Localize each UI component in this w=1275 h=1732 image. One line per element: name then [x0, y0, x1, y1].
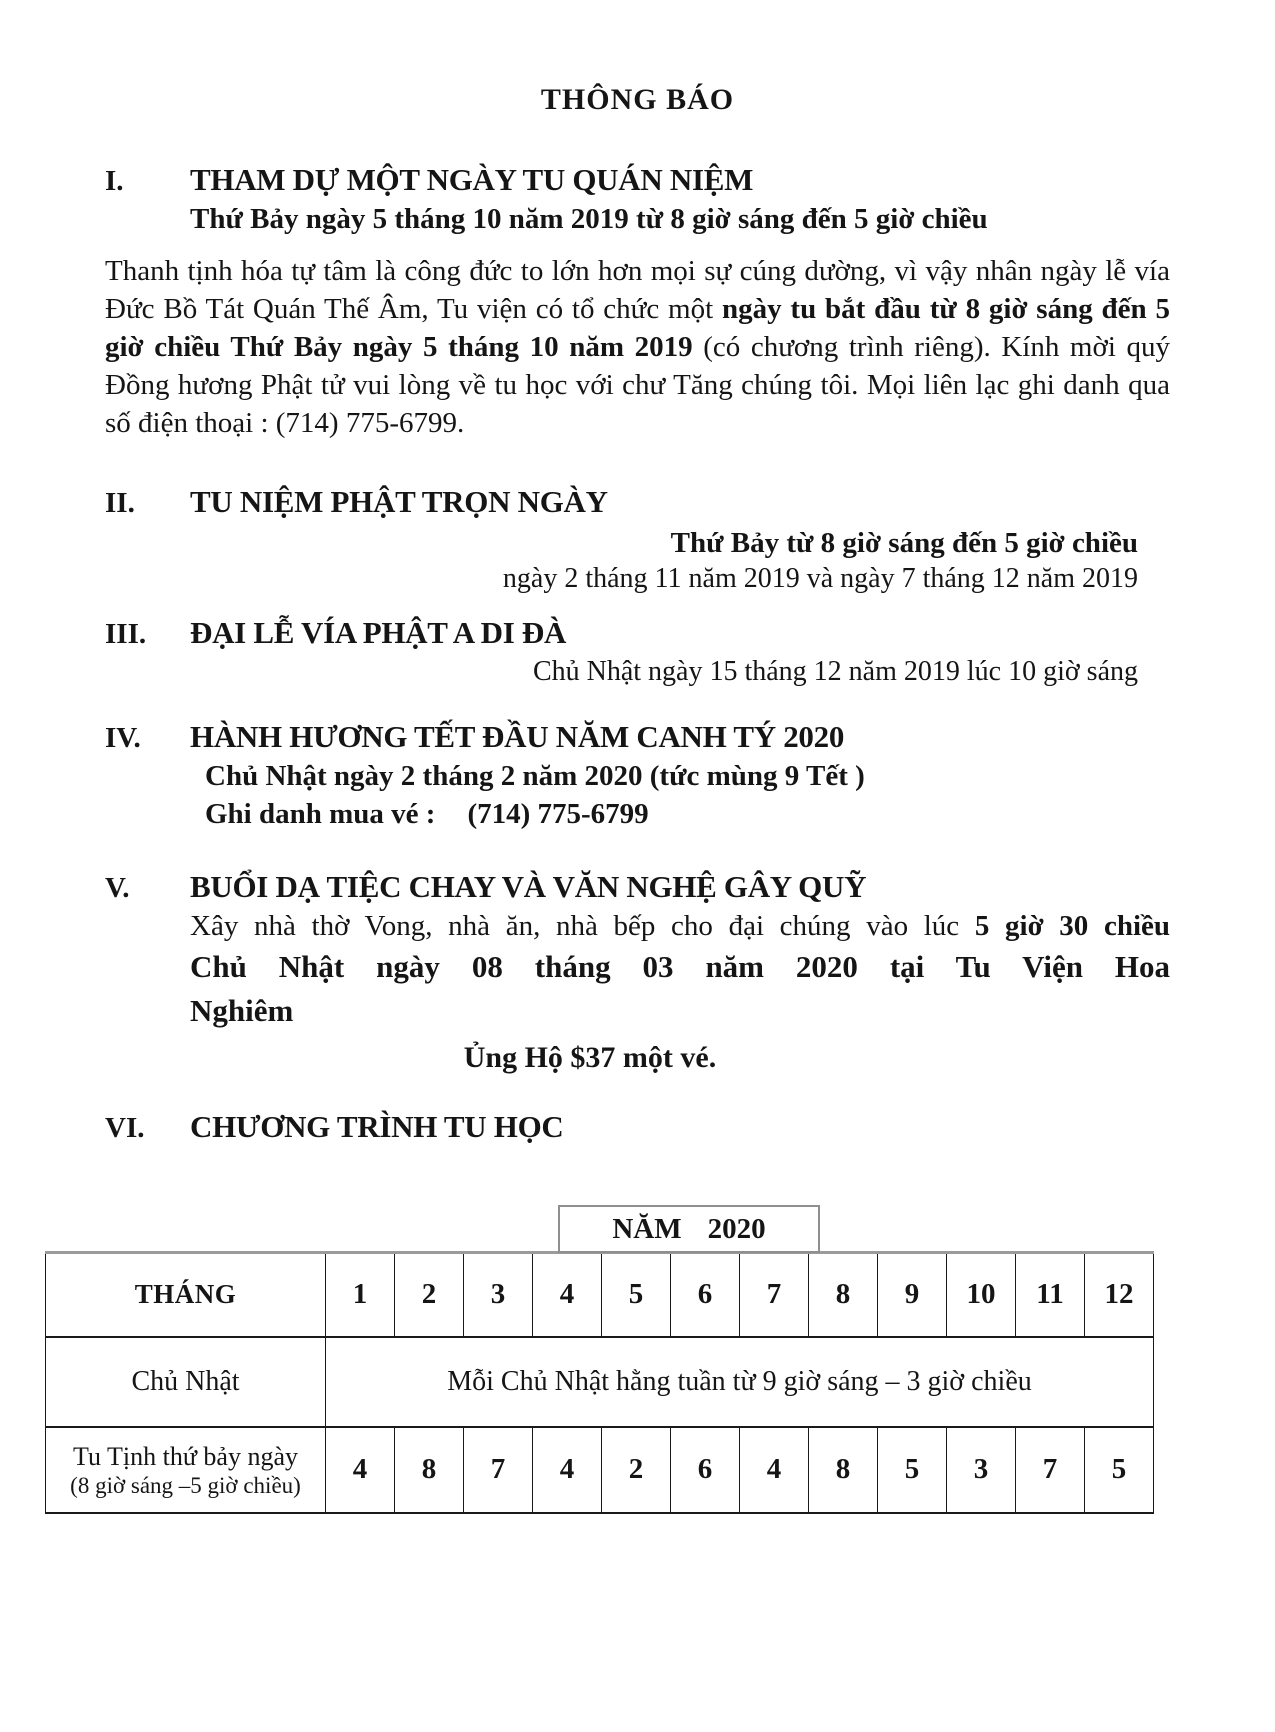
phone-label: Ghi danh mua vé :: [205, 798, 436, 830]
section-6-heading-row: [105, 1107, 1170, 1147]
section-1-title: THAM DỰ MỘT NGÀY TU QUÁN NIỆM: [190, 162, 754, 197]
document-title: THÔNG BÁO: [540, 83, 735, 116]
month-cell: 2: [395, 1253, 464, 1337]
announcement-page: [0, 82, 1275, 1732]
saturday-day-cell: 5: [1085, 1427, 1154, 1513]
section-2-heading-row: [105, 482, 1170, 522]
section-2: [105, 482, 1170, 595]
month-cell: 6: [671, 1253, 740, 1337]
section-6: [105, 1107, 1170, 1147]
section-2-numeral: II.: [105, 487, 135, 519]
section-4-heading-row: [105, 717, 1170, 757]
month-cell: 11: [1016, 1253, 1085, 1337]
section-4-title: HÀNH HƯƠNG TẾT ĐẦU NĂM CANH TÝ 2020: [190, 719, 845, 754]
saturday-day-cell: 4: [533, 1427, 602, 1513]
month-cell: 10: [947, 1253, 1016, 1337]
section-3-heading-row: [105, 613, 1170, 653]
month-cell: 1: [326, 1253, 395, 1337]
month-cell: 9: [878, 1253, 947, 1337]
sunday-schedule-cell: Mỗi Chủ Nhật hằng tuần từ 9 giờ sáng – 3 giờ chiều: [326, 1337, 1154, 1427]
year-box-caption: NĂM: [612, 1212, 682, 1245]
section-5-heading-row: [105, 867, 1170, 907]
schedule-table: [45, 1251, 1154, 1514]
section-2-title: TU NIỆM PHẬT TRỌN NGÀY: [190, 484, 608, 519]
section-1-paragraph: [105, 252, 1170, 442]
saturday-day-cell: 2: [602, 1427, 671, 1513]
saturday-day-cell: 7: [464, 1427, 533, 1513]
saturday-day-cell: 5: [878, 1427, 947, 1513]
section-2-dates-line: ngày 2 tháng 11 năm 2019 và ngày 7 tháng 12 năm 2019: [502, 563, 1138, 594]
month-header-row: [46, 1253, 1154, 1337]
section-1-heading-row: [105, 160, 1170, 200]
phone-number: (714) 775-6799: [467, 798, 649, 830]
saturday-label-line-2: (8 giờ sáng –5 giờ chiều): [70, 1472, 301, 1498]
saturday-day-cell: 6: [671, 1427, 740, 1513]
section-5-title: BUỔI DẠ TIỆC CHAY VÀ VĂN NGHỆ GÂY QUỸ: [190, 869, 867, 904]
paragraph-run-1: Thanh tịnh hóa tự tâm là công đức to lớn hơn mọi sự cúng dường, vì vậy nhân ngày lễ vía Đức Bồ Tát Quán Thế Âm, Tu viện có tổ chức một: [105, 255, 1170, 325]
saturday-day-cell: 4: [740, 1427, 809, 1513]
sunday-label-cell: Chủ Nhật: [46, 1337, 326, 1427]
section-1-numeral: I.: [105, 165, 124, 197]
year-box-year: 2020: [707, 1212, 766, 1245]
section-4: [105, 717, 1170, 833]
month-cell: 8: [809, 1253, 878, 1337]
saturday-day-cell: 3: [947, 1427, 1016, 1513]
section-6-title: CHƯƠNG TRÌNH TU HỌC: [190, 1109, 564, 1144]
section-4-date-line: Chủ Nhật ngày 2 tháng 2 năm 2020 (tức mùng 9 Tết ): [205, 760, 865, 792]
saturday-label-cell: [46, 1427, 326, 1513]
year-box: [558, 1205, 820, 1253]
section-5-purpose-line: [190, 907, 1170, 945]
page-content: [0, 82, 1275, 1147]
section-5-donation-line: Ủng Hộ $37 một vé.: [463, 1041, 717, 1074]
month-cell: 5: [602, 1253, 671, 1337]
saturday-label-line-1: Tu Tịnh thứ bảy ngày: [73, 1441, 298, 1471]
month-cell: 3: [464, 1253, 533, 1337]
study-schedule: [45, 1205, 1153, 1514]
section-5-event-line: [190, 945, 1170, 1033]
section-6-numeral: VI.: [105, 1112, 145, 1144]
event-line-part-2: Nghiêm: [190, 993, 294, 1028]
month-cell: 4: [533, 1253, 602, 1337]
section-4-numeral: IV.: [105, 722, 141, 754]
saturday-day-cell: 8: [395, 1427, 464, 1513]
saturday-day-cell: 8: [809, 1427, 878, 1513]
purpose-run-1: Xây nhà thờ Vong, nhà ăn, nhà bếp cho đại chúng vào lúc: [190, 910, 975, 942]
section-2-subtitle-bold: Thứ Bảy từ 8 giờ sáng đến 5 giờ chiều: [670, 527, 1138, 559]
section-5-numeral: V.: [105, 872, 130, 904]
purpose-run-2-bold: 5 giờ 30 chiều: [974, 910, 1171, 942]
saturday-day-cell: 4: [326, 1427, 395, 1513]
section-1: [105, 160, 1170, 442]
sunday-row: [46, 1337, 1154, 1427]
event-line-part-1: Chủ Nhật ngày 08 tháng 03 năm 2020 tại Tu Viện Hoa: [190, 949, 1170, 984]
paragraph-run-2-bold: ngày tu bắt đầu từ 8 giờ sáng đến 5 giờ chiều Thứ Bảy ngày 5 tháng 10 năm 2019: [105, 293, 1170, 363]
section-4-phone-line: [205, 795, 1170, 833]
month-cell: 12: [1085, 1253, 1154, 1337]
month-cell: 7: [740, 1253, 809, 1337]
paragraph-run-3: (có chương trình riêng). Kính mời quý Đồng hương Phật tử vui lòng về tu học với chư Tăng chúng tôi. Mọi liên lạc ghi danh qua số điện thoại : (714) 775-6799.: [105, 331, 1170, 439]
section-1-subtitle: Thứ Bảy ngày 5 tháng 10 năm 2019 từ 8 giờ sáng đến 5 giờ chiều: [190, 203, 988, 235]
section-3: [105, 613, 1170, 689]
saturday-row: [46, 1427, 1154, 1513]
saturday-day-cell: 7: [1016, 1427, 1085, 1513]
section-3-title: ĐẠI LỄ VÍA PHẬT A DI ĐÀ: [190, 615, 567, 650]
month-header-cell: THÁNG: [46, 1253, 326, 1337]
section-3-date-line: Chủ Nhật ngày 15 tháng 12 năm 2019 lúc 10 giờ sáng: [532, 656, 1138, 687]
section-3-numeral: III.: [105, 618, 147, 650]
section-5: [105, 867, 1170, 1077]
